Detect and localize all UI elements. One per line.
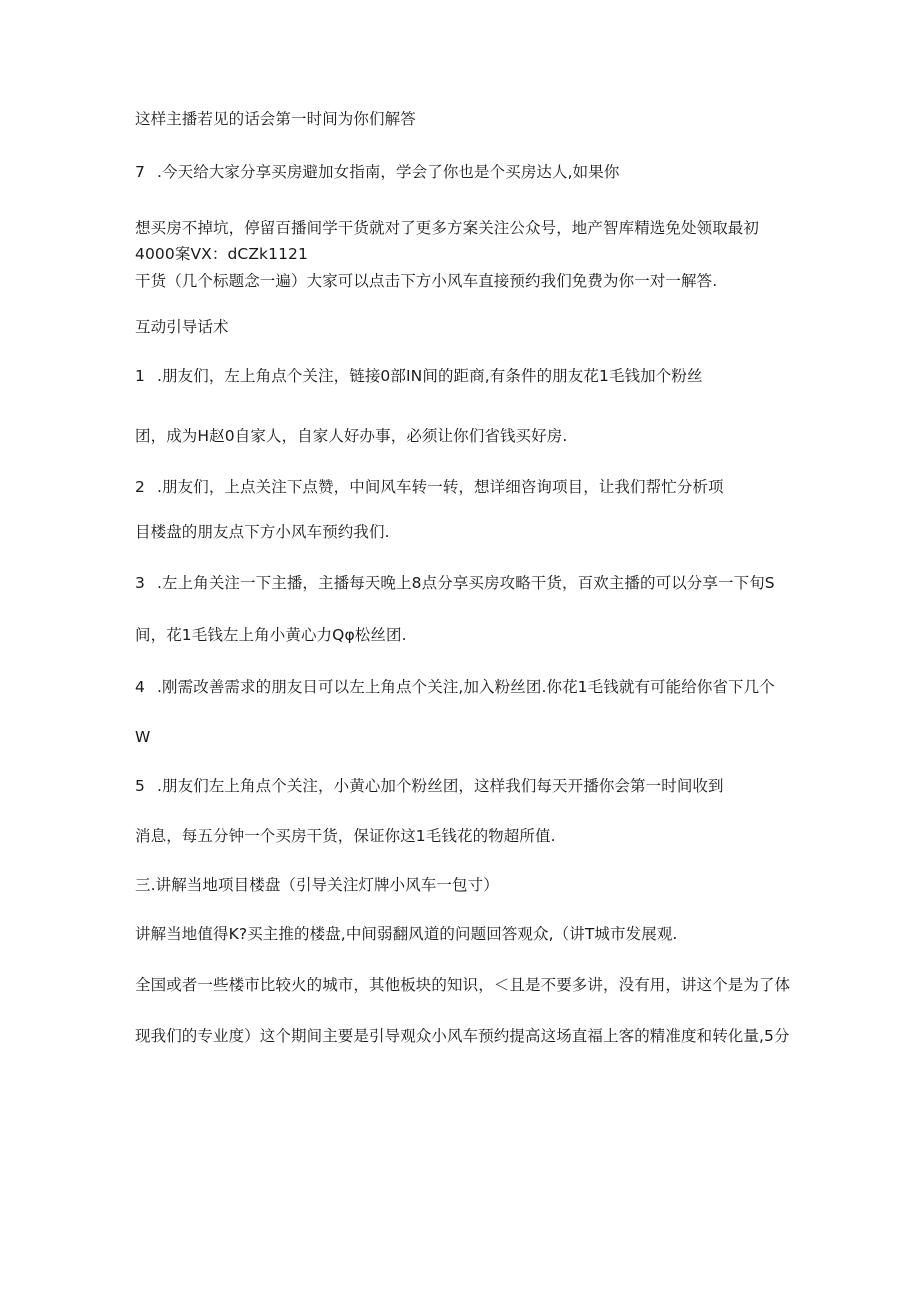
- numbered-line: [135, 366, 703, 386]
- paragraph-line: [135, 826, 556, 846]
- numbered-line: [135, 162, 619, 182]
- numbered-line: [135, 477, 724, 497]
- paragraph-text: .今天给大家分享买房避加女指南，学会了你也是个买房达人,如果你: [157, 163, 620, 181]
- heading-text: 互动引导话术: [135, 318, 229, 336]
- paragraph-text: 间，花1毛钱左上角小黄心力Qφ松丝团.: [135, 626, 407, 644]
- paragraph-line: [135, 625, 407, 645]
- paragraph-line: [135, 218, 759, 238]
- section-heading: [135, 317, 229, 337]
- paragraph-text: 干货（几个标题念一遍）大家可以点击下方小风车直接预约我们免费为你一对一解答.: [135, 272, 718, 290]
- item-number: 2: [135, 478, 145, 496]
- item-number: 7: [135, 163, 145, 181]
- paragraph-text: 4000案VX：dCZk1121: [135, 245, 308, 263]
- section-heading: [135, 875, 499, 895]
- paragraph-text: .左上角关注一下主播，主播每天晚上8点分享买房攻略干货，百欢主播的可以分享一下旬S: [157, 574, 775, 592]
- paragraph-text: 目楼盘的朋友点下方小风车预约我们.: [135, 523, 390, 541]
- paragraph-line: [135, 975, 790, 995]
- paragraph-line: [135, 271, 717, 291]
- paragraph-text: .朋友们，左上角点个关注，链接0部IN间的距商,有条件的朋友花1毛钱加个粉丝: [157, 367, 703, 385]
- heading-text: 三.讲解当地项目楼盘（引导关注灯牌小风车一包寸）: [135, 876, 499, 894]
- paragraph-line: [135, 244, 308, 264]
- numbered-line: [135, 776, 724, 796]
- numbered-line: [135, 677, 775, 697]
- paragraph-line: [135, 1026, 790, 1046]
- paragraph-text: 讲解当地值得K?买主推的楼盘,中间弱翻风道的问题回答观众,（讲T城市发展观.: [135, 925, 678, 943]
- paragraph-text: .朋友们，上点关注下点赞，中间风车转一转，想详细咨询项目，让我们帮忙分析项: [157, 478, 724, 496]
- item-number: 5: [135, 777, 145, 795]
- paragraph-line: [135, 109, 416, 129]
- paragraph-text: .刚需改善需求的朋友日可以左上角点个关注,加入粉丝团.你花1毛钱就有可能给你省下几个: [157, 678, 775, 696]
- item-number: 3: [135, 574, 145, 592]
- paragraph-text: 想买房不掉坑，停留百播间学干货就对了更多方案关注公众号，地产智库精选免处领取最初: [135, 219, 760, 237]
- paragraph-text: 全国或者一些楼市比较火的城市，其他板块的知识，＜且是不要多讲，没有用，讲这个是为了体: [135, 976, 791, 994]
- paragraph-text: W: [135, 728, 151, 746]
- paragraph-line: [135, 522, 390, 542]
- paragraph-line: [135, 924, 677, 944]
- paragraph-text: 这样主播若见的话会第一时间为你们解答: [135, 110, 416, 128]
- paragraph-text: 团，成为H赵0自家人，自家人好办事，必须让你们省钱买好房.: [135, 427, 568, 445]
- paragraph-line: [135, 727, 150, 747]
- paragraph-text: .朋友们左上角点个关注，小黄心加个粉丝团，这样我们每天开播你会第一时间收到: [157, 777, 724, 795]
- paragraph-text: 消息，每五分钟一个买房干货，保证你这1毛钱花的物超所值.: [135, 827, 556, 845]
- paragraph-line: [135, 426, 567, 446]
- numbered-line: [135, 573, 775, 593]
- item-number: 4: [135, 678, 145, 696]
- item-number: 1: [135, 367, 145, 385]
- paragraph-text: 现我们的专业度）这个期间主要是引导观众小风车预约提高这场直福上客的精准度和转化量,5分: [135, 1027, 790, 1045]
